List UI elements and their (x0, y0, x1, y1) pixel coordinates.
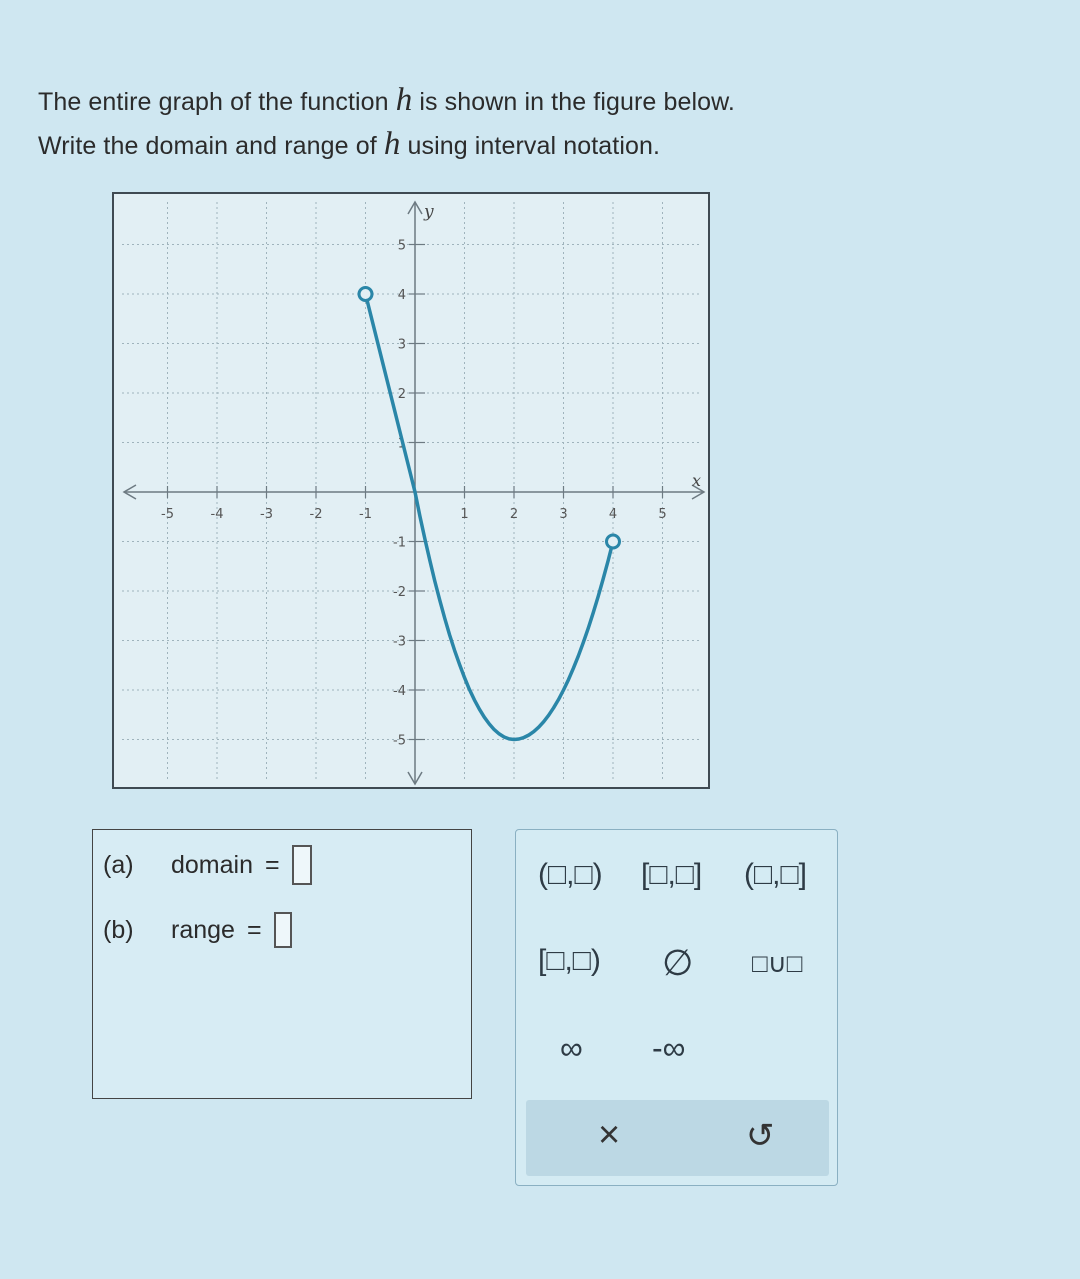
x-tick-label: -1 (359, 507, 372, 522)
question-text: Write the domain and range of (38, 132, 384, 160)
part-b-label: (b) (103, 915, 134, 944)
equals-sign: = (246, 915, 262, 944)
x-axis-label: x (692, 471, 702, 490)
y-tick-label: -5 (393, 733, 406, 749)
answer-panel (92, 829, 472, 1099)
open-open-interval-button[interactable]: (□,□) (538, 858, 603, 891)
range-row (93, 912, 292, 948)
x-tick-label: -5 (161, 507, 174, 522)
y-tick-label: 1 (397, 436, 406, 452)
y-axis-label: y (424, 202, 434, 222)
union-button[interactable]: □∪□ (752, 948, 803, 978)
interval-notation-palette (515, 829, 838, 1186)
domain-label: domain (171, 850, 253, 879)
x-tick-label: 2 (509, 507, 519, 522)
open-closed-interval-button[interactable]: (□,□] (744, 858, 807, 891)
function-curve (366, 294, 614, 740)
y-tick-label: 2 (397, 387, 406, 402)
question-line-2 (38, 126, 660, 163)
range-input[interactable] (274, 912, 292, 948)
x-tick-label: 4 (608, 507, 618, 522)
x-tick-label: -3 (260, 507, 273, 522)
question-text: is shown in the figure below. (412, 88, 735, 116)
y-tick-label: -3 (393, 634, 406, 650)
clear-button[interactable]: × (598, 1114, 621, 1156)
y-tick-label: -1 (393, 535, 406, 551)
open-endpoint (607, 535, 620, 548)
empty-set-button[interactable]: ∅ (662, 942, 694, 983)
x-tick-label: 5 (658, 507, 667, 522)
y-tick-label: -4 (393, 684, 406, 699)
function-graph (112, 192, 710, 789)
x-tick-label: 1 (460, 507, 469, 522)
y-tick-label: 5 (397, 238, 406, 254)
domain-input[interactable] (292, 845, 312, 885)
open-endpoint (359, 288, 372, 301)
question-line-1 (38, 82, 735, 119)
range-label: range (171, 915, 235, 944)
closed-open-interval-button[interactable]: [□,□) (538, 944, 601, 977)
closed-closed-interval-button[interactable]: [□,□] (641, 858, 703, 891)
function-variable: h (395, 82, 413, 118)
graph-canvas (114, 194, 708, 787)
negative-infinity-button[interactable]: -∞ (652, 1030, 686, 1066)
x-tick-label: 3 (559, 507, 568, 522)
equals-sign: = (265, 850, 280, 879)
y-tick-label: 4 (397, 288, 406, 303)
part-a-label: (a) (103, 850, 134, 879)
palette-actions (526, 1100, 829, 1176)
infinity-button[interactable]: ∞ (560, 1030, 583, 1066)
y-tick-label: -2 (393, 585, 406, 600)
function-variable: h (383, 126, 401, 162)
question-text: using interval notation. (400, 132, 661, 160)
x-tick-label: -4 (210, 507, 224, 522)
y-tick-label: 3 (397, 337, 406, 353)
undo-button[interactable]: ↺ (746, 1117, 775, 1155)
x-tick-label: -2 (309, 507, 323, 522)
question-text: The entire graph of the function (38, 88, 396, 116)
domain-row (93, 845, 312, 885)
